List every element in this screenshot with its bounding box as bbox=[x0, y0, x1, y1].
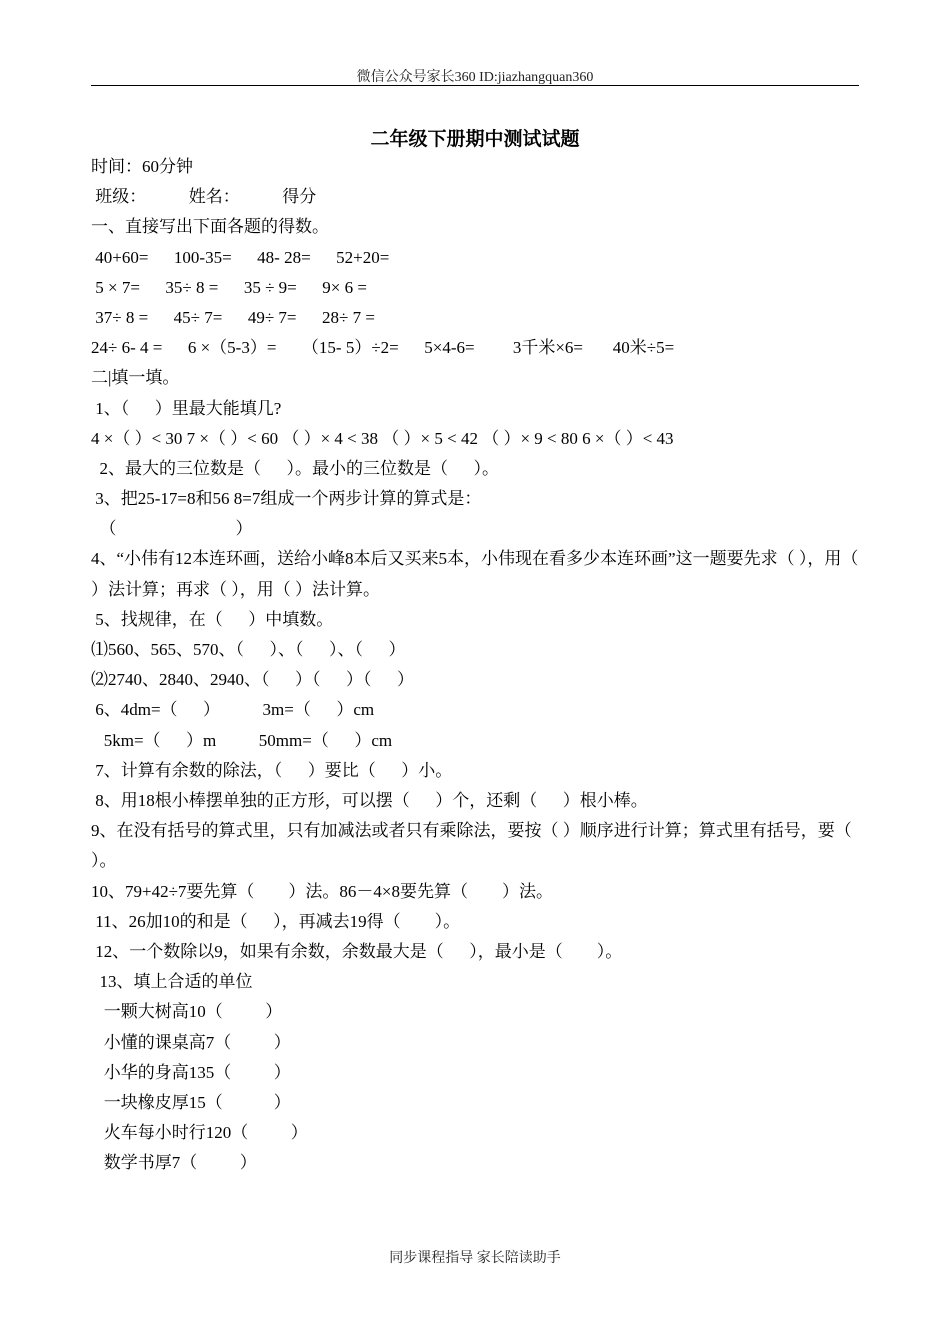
question-11: 11、26加10的和是（ ），再减去19得（ ）。 bbox=[91, 911, 461, 931]
calc-row-4: 24÷ 6- 4 = 6 ×（5-3）= （15- 5）÷2= 5×4-6= 3千米×6= 40米÷5= bbox=[91, 338, 675, 358]
student-info-line: 班级： 姓名： 得分 bbox=[91, 187, 317, 207]
calc-row-1: 40+60= 100-35= 48- 28= 52+20= bbox=[91, 247, 390, 267]
page-header: 微信公众号家长360 ID:jiazhangquan360 bbox=[356, 70, 594, 85]
question-8: 8、用18根小棒摆单独的正方形，可以摆（ ）个，还剩（ ）根小棒。 bbox=[91, 790, 648, 810]
unit-item: 数学书厚7（ ） bbox=[91, 1153, 257, 1173]
unit-item: 火车每小时行120（ ） bbox=[91, 1123, 308, 1143]
question-3-answer: （ ） bbox=[91, 519, 253, 539]
question-5-part-1: ⑴560、565、570、（ ）、（ ）、（ ） bbox=[91, 640, 406, 660]
calc-row-2: 5 × 7= 35÷ 8 = 35 ÷ 9= 9× 6 = bbox=[91, 277, 367, 297]
question-6-row-2: 5km=（ ）m 50mm=（ ）cm bbox=[91, 730, 393, 750]
question-12: 12、一个数除以9，如果有余数，余数最大是（ ），最小是（ ）。 bbox=[91, 941, 623, 961]
unit-item: 小华的身高135（ ） bbox=[91, 1062, 291, 1082]
question-13: 13、填上合适的单位 bbox=[91, 972, 253, 992]
question-6-row-1: 6、4dm=（ ） 3m=（ ）cm bbox=[91, 700, 375, 720]
question-4: 4、“小伟有12本连环画，送给小峰8本后又买来5本，小伟现在看多少本连环画”这一题要先求（ ），用（ ）法计算；再求（ ），用（ ）法计算。 bbox=[91, 549, 859, 599]
time-line: 时间：60分钟 bbox=[91, 157, 193, 176]
document-body bbox=[91, 152, 861, 1178]
section-2-heading: 二|填一填。 bbox=[91, 368, 180, 388]
question-2: 2、最大的三位数是（ ）。最小的三位数是（ ）。 bbox=[91, 458, 499, 478]
question-9: 9、在没有括号的算式里，只有加减法或者只有乘除法，要按（ ）顺序进行计算；算式里有括号，要（ ）。 bbox=[91, 821, 852, 871]
question-1: 1、（ ）里最大能填几? bbox=[91, 398, 282, 418]
unit-item: 小懂的课桌高7（ ） bbox=[91, 1032, 291, 1052]
section-1-heading: 一、直接写出下面各题的得数。 bbox=[91, 217, 329, 237]
question-7: 7、计算有余数的除法，（ ）要比（ ）小。 bbox=[91, 760, 453, 780]
unit-item: 一块橡皮厚15（ ） bbox=[91, 1092, 291, 1112]
question-1-items: 4 ×（ ）< 30 7 ×（ ）< 60 （ ）× 4 < 38 （ ）× 5 < 42 （ ）× 9 < 80 6 ×（ ）< 43 bbox=[91, 428, 674, 448]
question-10: 10、79+42÷7要先算（ ）法。86－4×8要先算（ ）法。 bbox=[91, 881, 554, 901]
calc-row-3: 37÷ 8 = 45÷ 7= 49÷ 7= 28÷ 7 = bbox=[91, 307, 375, 327]
unit-item: 一颗大树高10（ ） bbox=[91, 1002, 283, 1022]
question-5: 5、找规律，在（ ）中填数。 bbox=[91, 609, 334, 629]
page-title: 二年级下册期中测试试题 bbox=[370, 128, 580, 150]
question-5-part-2: ⑵2740、2840、2940、（ ）（ ）（ ） bbox=[91, 670, 414, 690]
page-footer: 同步课程指导 家长陪读助手 bbox=[389, 1251, 561, 1266]
question-3: 3、把25-17=8和56 8=7组成一个两步计算的算式是： bbox=[91, 489, 482, 509]
header-rule bbox=[91, 85, 859, 86]
